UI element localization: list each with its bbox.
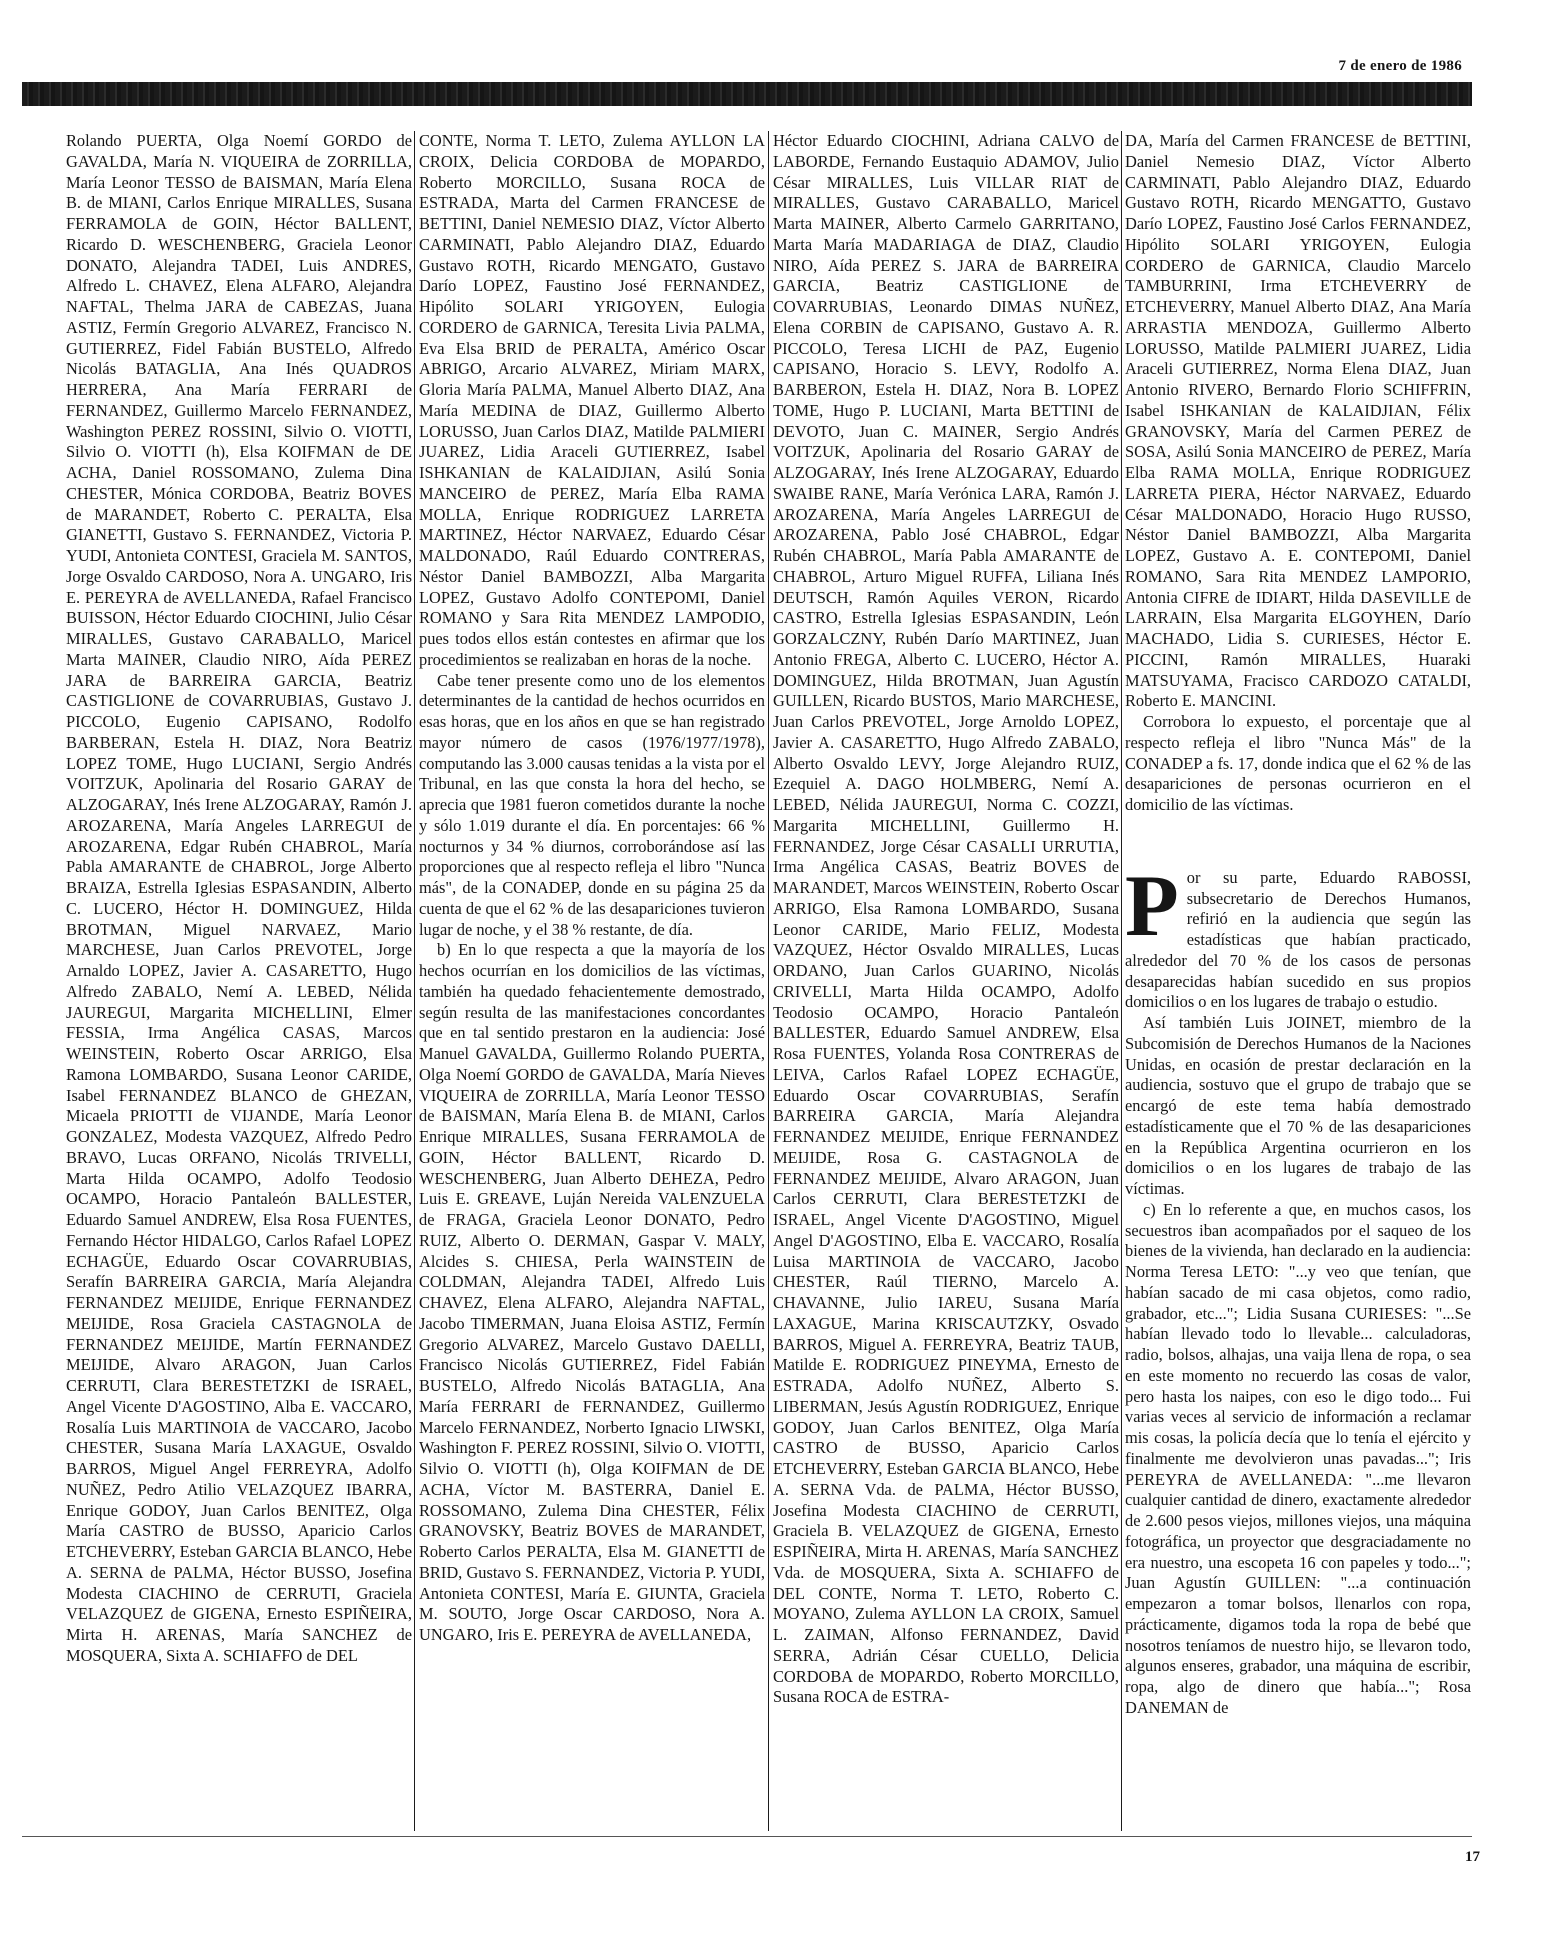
paragraph: Así también Luis JOINET, miembro de la Subcomisión de Derechos Humanos de la Naciones Unidas, en ocasión de prestar declaración en la audiencia, sostuvo que el grupo de trabajo que se encargó de este tema había demostrado estadísticamente que el 70 % de las desapariciones en la República Argentina ocurrieron en los domicilios o en los lugares de trabajo de las víctimas. [1125, 1013, 1471, 1198]
column-divider [414, 131, 415, 1831]
column-divider [1121, 131, 1122, 1831]
paragraph: DA, María del Carmen FRANCESE de BETTINI, Daniel Nemesio DIAZ, Víctor Alberto CARMINATI, Pablo Alejandro DIAZ, Eduardo Gustavo ROTH, Ricardo MENGATTO, Gustavo Darío LOPEZ, Faustino José Carlos FERNANDEZ, Hipólito SOLARI YRIGOYEN, Eulogia CORDERO de GARNICA, Claudio Marcelo TAMBURRINI, Irma ETCHEVERRY de ETCHEVERRY, Manuel Alberto DIAZ, Ana María ARRASTIA MENDOZA, Guillermo Alberto LORUSSO, Matilde PALMIERI JUAREZ, Lidia Araceli GUTIERREZ, Norma Elena DIAZ, Juan Antonio RIVERO, Bernardo Florio SCHIFFRIN, Isabel ISHKANIAN de KALAIDJIAN, Félix GRANOVSKY, María del Carmen PEREZ de SOSA, Asilú Sonia MANCEIRO de PEREZ, María Elba RAMA MOLLA, Enrique RODRIGUEZ LARRETA PIERA, Héctor NARVAEZ, Eduardo César MALDONADO, Horacio Hugo RUSSO, Néstor Daniel BAMBOZZI, Alba Margarita LOPEZ, Gustavo A. E. CONTEPOMI, Daniel ROMANO, Sara Rita MENDEZ LAMPORIO, Antonia CIFRE de IDIART, Hilda DASEVILLE de LARRAIN, Elsa Margarita ELGOYHEN, Darío MACHADO, Lidia S. CURIESES, Héctor E. PICCINI, Ramón MIRALLES, Huaraki MATSUYAMA, Fracisco CARDOZO CATALDI, Roberto E. MANCINI. [1125, 131, 1471, 711]
paragraph: c) En lo referente a que, en muchos casos, los secuestros iban acompañados por el saqueo de los bienes de la vivienda, han declarado en la audiencia: Norma Teresa LETO: "...y veo que tenían, que habían sacado de mi casa objetos, como radio, grabador, etc..."; Lidia Susana CURIESES: "...Se habían llevado todo lo llevable... calculadoras, radio, bolsos, alhajas, una vaija llena de ropa, o sea en este momento no recuerdo las cosas de valor, pero hasta los naipes, con eso le digo todo... Fui varias veces al servicio de información a reclamar mis cosas, la policía decía que lo tenía el ejército y finalmente me devolvieron unas pavadas..."; Iris PEREYRA de AVELLANEDA: "...me llevaron cualquier cantidad de dinero, exactamente alrededor de 2.600 pesos viejos, millones viejos, una máquina fotográfica, un proyector que desgraciadamente no era nuestro, una escopeta 16 con papeles y todo..."; Juan Agustín GUILLEN: "...a continuación empezaron a tomar bolsos, llenarlos con ropa, prácticamente, digamos toda la ropa de bebé que nosotros teníamos de nuestro hijo, se llevaron todo, algunos enseres, grabador, una máquina de escribir, ropa, algo de dinero que había..."; Rosa DANEMAN de [1125, 1199, 1471, 1717]
paragraph: Rolando PUERTA, Olga Noemí GORDO de GAVALDA, María N. VIQUEIRA de ZORRILLA, María Leonor TESSO de BAISMAN, María Elena B. de MIANI, Carlos Enrique MIRALLES, Susana FERRAMOLA de GOIN, Héctor BALLENT, Ricardo D. WESCHENBERG, Graciela Leonor DONATO, Alejandra TADEI, Luis ANDRES, Alfredo L. CHAVEZ, Elena ALFARO, Alejandra NAFTAL, Thelma JARA de CABEZAS, Juana ASTIZ, Fermín Gregorio ALVAREZ, Francisco N. GUTIERREZ, Fidel Fabián BUSTELO, Alfredo Nicolás BATAGLIA, Ana Inés QUADROS HERRERA, Ana María FERRARI de FERNANDEZ, Guillermo Marcelo FERNANDEZ, Washington PEREZ ROSSINI, Silvio O. VIOTTI, Silvio O. VIOTTI (h), Elsa KOIFMAN de DE ACHA, Daniel ROSSOMANO, Zulema Dina CHESTER, Mónica CORDOBA, Beatriz BOVES de MARANDET, Roberto C. PERALTA, Elsa GIANETTI, Gustavo S. FERNANDEZ, Victoria P. YUDI, Antonieta CONTESI, Graciela M. SANTOS, Jorge Osvaldo CARDOSO, Nora A. UNGARO, Iris E. PEREYRA de AVELLANEDA, Rafael Francisco BUISSON, Héctor Eduardo CIOCHINI, Julio César MIRALLES, Gustavo CARABALLO, Maricel Marta MAINER, Claudio NIRO, Aída PEREZ JARA de BARREIRA GARCIA, Beatriz CASTIGLIONE de COVARRUBIAS, Gustavo J. PICCOLO, Eugenio CAPISANO, Rodolfo BARBERAN, Estela H. DIAZ, Nora Beatriz LOPEZ TOME, Hugo LUCIANI, Sergio Andrés VOITZUK, Apolinaria del Rosario GARAY de ALZOGARAY, Inés Irene ALZOGARAY, Ramón J. AROZARENA, María Angeles LARREGUI de AROZARENA, Edgar Rubén CHABROL, María Pabla AMARANTE de CHABROL, Jorge Alberto BRAIZA, Estrella Iglesias ESPASANDIN, Alberto C. LUCERO, Héctor H. DOMINGUEZ, Hilda BROTMAN, Miguel NARVAEZ, Mario MARCHESE, Juan Carlos PREVOTEL, Jorge Arnaldo LOPEZ, Javier A. CASARETTO, Hugo Alfredo ZABALO, Nemí A. LEBED, Nélida JAUREGUI, Margarita MICHELLINI, Elmer FESSIA, Irma Angélica CASAS, Marcos WEINSTEIN, Roberto Oscar ARRIGO, Elsa Ramona LOMBARDO, Susana Leonor CARIDE, Isabel FERNANDEZ BLANCO de GHEZAN, Micaela PRIOTTI de VIJANDE, María Leonor GONZALEZ, Modesta VAZQUEZ, Alfredo Pedro BRAVO, Lucas ORFANO, Nicolás TRIVELLI, Marta Hilda OCAMPO, Adolfo Teodosio OCAMPO, Horacio Pantaleón BALLESTER, Eduardo Samuel ANDREW, Elsa Rosa FUENTES, Fernando Héctor HIDALGO, Carlos Rafael LOPEZ ECHAGÜE, Eduardo Oscar COVARRUBIAS, Serafín BARREIRA GARCIA, María Alejandra FERNANDEZ MEIJIDE, Enrique FERNANDEZ MEIJIDE, Rosa Graciela CASTAGNOLA de FERNANDEZ MEIJIDE, Martín FERNANDEZ MEIJIDE, Alvaro ARAGON, Juan Carlos CERRUTI, Clara BERESTETZKI de ISRAEL, Angel Vicente D'AGOSTINO, Alba E. VACCARO, Rosalía Luis MARTINOIA de VACCARO, Jacobo CHESTER, Susana María LAXAGUE, Osvaldo BARROS, Miguel Angel FERREYRA, Adolfo NUÑEZ, Pedro Atilio VELAZQUEZ IBARRA, Enrique GODOY, Juan Carlos BENITEZ, Olga María CASTRO de BUSSO, Aparicio Carlos ETCHEVERRY, Esteban GARCIA BLANCO, Hebe A. SERNA de PALMA, Héctor BUSSO, Josefina Modesta CIACHINO de CERRUTI, Graciela VELAZQUEZ de GIGENA, Ernesto ESPIÑEIRA, Mirta H. ARENAS, María SANCHEZ de MOSQUERA, Sixta A. SCHIAFFO de DEL [66, 131, 412, 1665]
drop-cap: P [1125, 857, 1179, 955]
paragraph: Corrobora lo expuesto, el porcentaje que al respecto refleja el libro "Nunca Más" de la CONADEP a fs. 17, donde indica que el 62 % de las desapariciones de personas ocurrieron en el domicilio de las víctimas. [1125, 712, 1471, 814]
dropcap-paragraph-text: or su parte, Eduardo RABOSSI, subsecretario de Derechos Humanos, refirió en la audiencia que según las estadísticas que habían practicado, alrededor del 70 % de los casos de personas desaparecidas habían sucedido en sus propios domicilios o en los lugares de trabajo o estudio. [1125, 867, 1471, 1012]
column-1 [66, 131, 412, 1831]
paragraph: Héctor Eduardo CIOCHINI, Adriana CALVO de LABORDE, Fernando Eustaquio ADAMOV, Julio César MIRALLES, Luis VILLAR RIAT de MIRALLES, Gustavo CARABALLO, Maricel Marta MAINER, Alberto Carmelo GARRITANO, Marta María MADARIAGA de DIAZ, Claudio NIRO, Aída PEREZ S. JARA de BARREIRA GARCIA, Beatriz CASTIGLIONE de COVARRUBIAS, Leonardo DIMAS NUÑEZ, Elena CORBIN de CAPISANO, Gustavo A. R. PICCOLO, Teresa LICHI de PAZ, Eugenio CAPISANO, Horacio S. LEVY, Rodolfo A. BARBERON, Estela H. DIAZ, Nora B. LOPEZ TOME, Hugo P. LUCIANI, Marta BETTINI de DEVOTO, Juan C. MAINER, Sergio Andrés VOITZUK, Apolinaria del Rosario GARAY de ALZOGARAY, Inés Irene ALZOGARAY, Eduardo SWAIBE RANE, María Verónica LARA, Ramón J. AROZARENA, María Angeles LARREGUI de AROZARENA, Pablo José CHABROL, Edgar Rubén CHABROL, María Pabla AMARANTE de CHABROL, Arturo Miguel RUFFA, Liliana Inés DEUTSCH, Ramón Aquiles VERON, Ricardo CASTRO, Estrella Iglesias ESPASANDIN, León GORZALCZNY, Rubén Darío MARTINEZ, Juan Antonio FREGA, Alberto C. LUCERO, Héctor A. DOMINGUEZ, Hilda BROTMAN, Juan Agustín GUILLEN, Ricardo BUSTOS, Mario MARCHESE, Juan Carlos PREVOTEL, Jorge Arnoldo LOPEZ, Javier A. CASARETTO, Hugo Alfredo ZABALO, Alberto Osvaldo LEVY, Jorge Alejandro RUIZ, Ezequiel A. DAGO HOLMBERG, Nemí A. LEBED, Nélida JAUREGUI, Norma C. COZZI, Margarita MICHELLINI, Guillermo H. FERNANDEZ, Jorge César CASALLI URRUTIA, Irma Angélica CASAS, Beatriz BOVES de MARANDET, Marcos WEINSTEIN, Roberto Oscar ARRIGO, Elsa Ramona LOMBARDO, Susana Leonor CARIDE, Mario FELIZ, Modesta VAZQUEZ, Héctor Osvaldo MIRALLES, Lucas ORDANO, Juan Carlos GUARINO, Nicolás CRIVELLI, Marta Hilda OCAMPO, Adolfo Teodosio OCAMPO, Horacio Pantaleón BALLESTER, Eduardo Samuel ANDREW, Elsa Rosa FUENTES, Yolanda Rosa CONTRERAS de LEIVA, Carlos Rafael LOPEZ ECHAGÜE, Eduardo Oscar COVARRUBIAS, Serafín BARREIRA GARCIA, María Alejandra FERNANDEZ MEIJIDE, Enrique FERNANDEZ MEIJIDE, Rosa G. CASTAGNOLA de FERNANDEZ MEIJIDE, Alvaro ARAGON, Juan Carlos CERRUTI, Clara BERESTETZKI de ISRAEL, Angel Vicente D'AGOSTINO, Miguel Angel D'AGOSTINO, Elba E. VACCARO, Rosalía Luisa MARTINOIA de VACCARO, Jacobo CHESTER, Raúl TIERNO, Marcelo A. CHAVANNE, Julio IAREU, Susana María LAXAGUE, Marina KRISCAUTZKY, Osvado BARROS, Miguel A. FERREYRA, Beatriz TAUB, Matilde E. RODRIGUEZ PINEYMA, Ernesto de ESTRADA, Adolfo NUÑEZ, Alberto S. LIBERMAN, Jesús Agustín RODRIGUEZ, Enrique GODOY, Juan Carlos BENITEZ, Olga María CASTRO de BUSSO, Aparicio Carlos ETCHEVERRY, Esteban GARCIA BLANCO, Hebe A. SERNA Vda. de PALMA, Héctor BUSSO, Josefina Modesta CIACHINO de CERRUTI, Graciela B. VELAZQUEZ de GIGENA, Ernesto ESPIÑEIRA, Mirta H. ARENAS, María SANCHEZ Vda. de MOSQUERA, Sixta A. SCHIAFFO de DEL CONTE, Norma T. LETO, Roberto C. MOYANO, Zulema AYLLON LA CROIX, Samuel L. ZAIMAN, Alfonso FERNANDEZ, David SERRA, Adrián César CUELLO, Delicia CORDOBA de MOPARDO, Roberto MORCILLO, Susana ROCA de ESTRA- [773, 131, 1119, 1707]
dropcap-paragraph [1125, 857, 1471, 1013]
column-4 [1125, 131, 1471, 1831]
column-2 [419, 131, 765, 1831]
header-bar [22, 82, 1472, 106]
footer-rule [22, 1836, 1472, 1837]
column-3 [773, 131, 1119, 1831]
page-date: 7 de enero de 1986 [1338, 58, 1462, 74]
paragraph: Cabe tener presente como uno de los elementos determinantes de la cantidad de hechos ocurridos en esas horas, que en los años en que se han registrado mayor número de casos (1976/1977/1978), computando las 3.000 causas tenidas a la vista por el Tribunal, en las que consta la hora del hecho, se aprecia que 1981 fueron cometidos durante la noche y sólo 1.019 durante el día. En porcentajes: 66 % nocturnos y 34 % diurnos, corroborándose así las proporciones que al respecto refleja el libro "Nunca más", de la CONADEP, donde en su página 25 da cuenta de que el 62 % de las desapariciones tuvieron lugar de noche, y el 38 % restante, de día. [419, 670, 765, 939]
paragraph: CONTE, Norma T. LETO, Zulema AYLLON LA CROIX, Delicia CORDOBA de MOPARDO, Roberto MORCILLO, Susana ROCA de ESTRADA, Marta del Carmen FRANCESE de BETTINI, Daniel NEMESIO DIAZ, Víctor Alberto CARMINATI, Pablo Alejandro DIAZ, Eduardo Gustavo ROTH, Ricardo MENGATO, Gustavo Darío LOPEZ, Faustino José FERNANDEZ, Hipólito SOLARI YRIGOYEN, Eulogia CORDERO de GARNICA, Teresita Livia PALMA, Eva Elsa BRID de PERALTA, Américo Oscar ABRIGO, Arcario ALVAREZ, Miriam MARX, Gloria María PALMA, Manuel Alberto DIAZ, Ana María MEDINA de DIAZ, Guillermo Alberto LORUSSO, Juan Carlos DIAZ, Matilde PALMIERI JUAREZ, Lidia Araceli GUTIERREZ, Isabel ISHKANIAN de KALAIDJIAN, Asilú Sonia MANCEIRO de PEREZ, María Elba RAMA MOLLA, Enrique RODRIGUEZ LARRETA MARTINEZ, Héctor NARVAEZ, Eduardo César MALDONADO, Raúl Eduardo CONTRERAS, Néstor Daniel BAMBOZZI, Alba Margarita LOPEZ, Gustavo Adolfo CONTEPOMI, Daniel ROMANO y Sara Rita MENDEZ LAMPODIO, pues todos ellos están contestes en afirmar que los procedimientos se realizaban en horas de la noche. [419, 131, 765, 669]
page-number: 17 [1465, 1849, 1480, 1865]
paragraph: b) En lo que respecta a que la mayoría de los hechos ocurrían en los domicilios de las víctimas, también ha quedado fehacientemente demostrado, según resulta de las manifestaciones concordantes que en tal sentido prestaron en la audiencia: José Manuel GAVALDA, Guillermo Rolando PUERTA, Olga Noemí GORDO de GAVALDA, María Nieves VIQUEIRA de ZORRILLA, María Leonor TESSO de BAISMAN, María Elena B. de MIANI, Carlos Enrique MIRALLES, Susana FERRAMOLA de GOIN, Héctor BALLENT, Ricardo D. WESCHENBERG, Juan Alberto DEHEZA, Pedro Luis E. GREAVE, Luján Nereida VALENZUELA de FRAGA, Graciela Leonor DONATO, Pedro RUIZ, Alberto O. DERMAN, Gaspar V. MALY, Alcides S. CHIESA, Perla WAINSTEIN de COLDMAN, Alejandra TADEI, Alfredo Luis CHAVEZ, Elena ALFARO, Alejandra NAFTAL, Jacobo TIMERMAN, Juana Eloisa ASTIZ, Fermín Gregorio ALVAREZ, Marcelo Gustavo DAELLI, Francisco Nicolás GUTIERREZ, Fidel Fabián BUSTELO, Alfredo Nicolás BATAGLIA, Ana María FERRARI de FERNANDEZ, Guillermo Marcelo FERNANDEZ, Norberto Ignacio LIWSKI, Washington F. PEREZ ROSSINI, Silvio O. VIOTTI, Silvio O. VIOTTI (h), Olga KOIFMAN de DE ACHA, Víctor M. BASTERRA, Daniel E. ROSSOMANO, Zulema Dina CHESTER, Félix GRANOVSKY, Beatriz BOVES de MARANDET, Roberto Carlos PERALTA, Elsa M. GIANETTI de BRID, Gustavo S. FERNANDEZ, Victoria P. YUDI, Antonieta CONTESI, María E. GIUNTA, Graciela M. SOUTO, Jorge Oscar CARDOSO, Nora A. UNGARO, Iris E. PEREYRA de AVELLANEDA, [419, 940, 765, 1644]
column-divider [768, 131, 769, 1831]
